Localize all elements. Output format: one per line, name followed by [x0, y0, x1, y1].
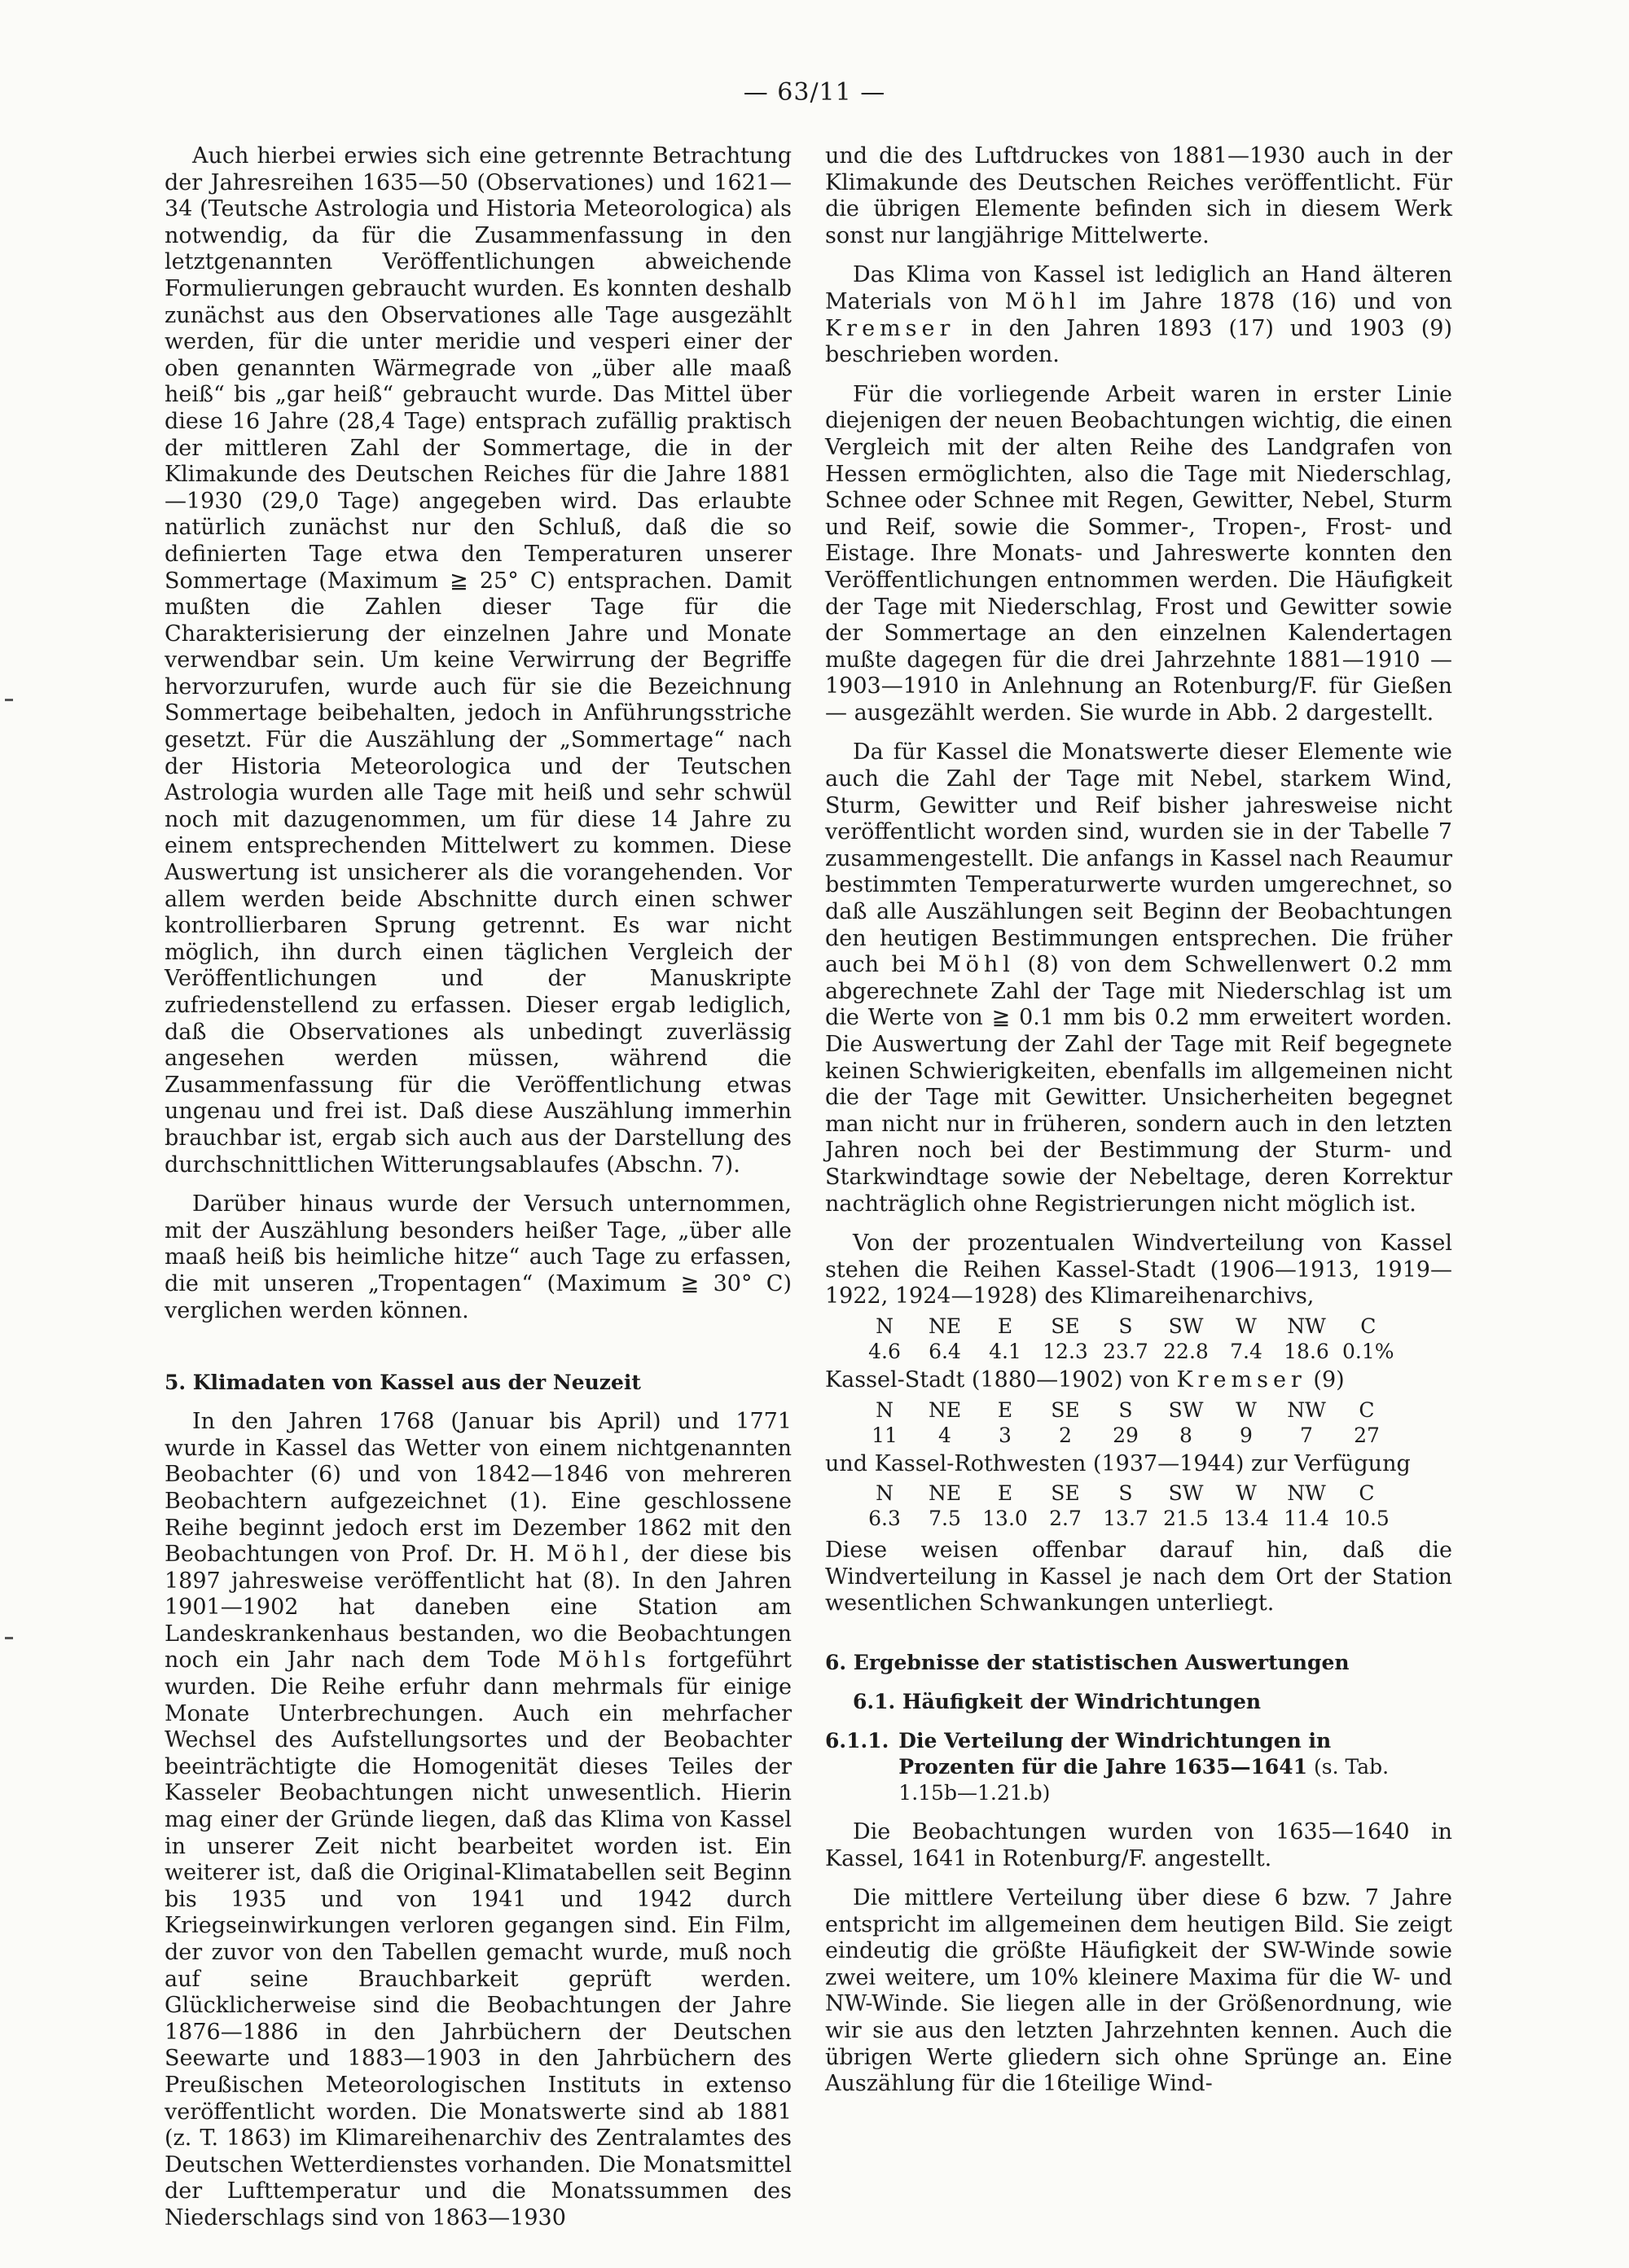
wind-value: 6.3: [868, 1507, 901, 1531]
direction-label: C: [1359, 1481, 1375, 1506]
direction-label: S: [1118, 1397, 1133, 1422]
table-reference: (s. Tab. 1.15b—1.21.b): [898, 1754, 1390, 1805]
section-number: 6.1.1.: [825, 1728, 889, 1753]
wind-value: 13.7: [1103, 1507, 1148, 1531]
direction-label: NE: [928, 1314, 962, 1338]
wind-value: 12.3: [1043, 1339, 1088, 1363]
direction-label: NE: [928, 1397, 962, 1422]
section-heading: 5. Klimadaten von Kassel aus der Neuzeit: [165, 1371, 641, 1395]
wind-value: 21.5: [1163, 1507, 1209, 1531]
paragraph: Die mittlere Verteilung über diese 6 bzw. 7 Jahre entspricht im allgemeinen dem heutigen Bild. Sie zeigt eindeutig die größte Häufigkeit der SW-Winde sowie zwei weitere, um 10% kleinere Maxima für die W- und NW-Winde. Sie liegen alle in der Größenordnung, wie wir sie aus den letzten Jahrzehnten kennen. Auch die übrigen Werte gliedern sich ohne Sprünge an. Eine Auszählung für die 16teilige Wind-: [825, 1885, 1452, 2097]
direction-label: C: [1359, 1397, 1375, 1422]
wind-value: 4.6: [868, 1339, 901, 1363]
paragraph: Die Beobachtungen wurden von 1635—1640 in Kassel, 1641 in Rotenburg/F. angestellt.: [825, 1818, 1452, 1871]
wind-table-kassel-stadt-archive: [854, 1314, 1400, 1364]
direction-label: SE: [1051, 1397, 1080, 1422]
wind-value: 13.4: [1223, 1507, 1269, 1531]
wind-value: 13.0: [982, 1507, 1028, 1531]
author-name: Möhl: [938, 952, 1015, 978]
direction-label: S: [1118, 1314, 1133, 1338]
paragraph: Das Klima von Kassel ist lediglich an Hand älteren Materials von Möhl im Jahre 1878 (16) und von Kremser in den Jahren 1893 (17) und 1903 (9) beschrieben worden.: [825, 262, 1453, 368]
paragraph: und die des Luftdruckes von 1881—1930 auch in der Klimakunde des Deutschen Reiches veröffentlicht. Für die übrigen Elemente befinden sich in diesem Werk sonst nur langjährige Mittelwerte.: [825, 143, 1452, 248]
author-name: Möhl: [1004, 288, 1082, 314]
wind-intro: und Kassel-Rothwesten (1937—1944) zur Verfügung: [825, 1450, 1411, 1476]
wind-value: 23.7: [1103, 1339, 1148, 1363]
subsection-heading: 6.1. Häufigkeit der Windrichtungen: [853, 1689, 1262, 1713]
wind-intro: Kassel-Stadt (1880—1902) von Kremser (9): [825, 1367, 1345, 1393]
wind-value: 7.5: [929, 1507, 961, 1531]
direction-label: NW: [1287, 1314, 1326, 1338]
left-column: [165, 143, 792, 2245]
direction-label: SW: [1168, 1397, 1204, 1422]
author-name: Möhl: [546, 1542, 623, 1568]
wind-value: 11.4: [1284, 1507, 1329, 1531]
paragraph: Da für Kassel die Monatswerte dieser Elemente wie auch die Zahl der Tage mit Nebel, starkem Wind, Sturm, Gewitter und Reif bisher jahresweise nicht veröffentlicht worden sind, wurden sie in der Tabelle 7 zusammengestellt. Die anfangs in Kassel nach Reaumur bestimmten Temperaturwerte wurden umgerechnet, so daß alle Auszählungen seit Beginn der Beobachtungen den heutigen Bestimmungen entsprechen. Die früher auch bei Möhl (8) von dem Schwellenwert 0.2 mm abgerechnete Zahl der Tage mit Niederschlag ist um die Werte von ≧ 0.1 mm bis 0.2 mm erweitert worden. Die Auswertung der Zahl der Tage mit Reif begegnete keinen Schwierigkeiten, ebenfalls im allgemeinen nicht die der Tage mit Gewitter. Unsicherheiten begegnet man nicht nur in früheren, sondern auch in den letzten Jahren noch bei der Bestimmung der Sturm- und Starkwindtage sowie der Nebeltage, deren Korrektur nachträglich ohne Registrierungen nicht möglich ist.: [825, 739, 1453, 1217]
direction-label: SE: [1051, 1481, 1080, 1506]
wind-value: 0.1%: [1342, 1339, 1394, 1363]
scan-mark: [5, 699, 13, 701]
section-heading: 6. Ergebnisse der statistischen Auswertungen: [825, 1650, 1350, 1674]
direction-label: NW: [1287, 1397, 1326, 1422]
wind-value: 8: [1179, 1423, 1192, 1447]
wind-value: 10.5: [1344, 1507, 1390, 1531]
wind-value: 18.6: [1284, 1339, 1329, 1363]
wind-value: 29: [1113, 1423, 1139, 1447]
wind-value: 7: [1300, 1423, 1313, 1447]
scan-mark: [5, 1637, 13, 1639]
direction-label: SE: [1051, 1314, 1080, 1338]
paragraph: Darüber hinaus wurde der Versuch unternommen, mit der Auszählung besonders heißer Tage, „über alle maaß heiß bis heimliche hitze“ auch Tage zu erfassen, die mit unseren „Tropentagen“ (Maximum ≧ 30° C) verglichen werden können.: [165, 1191, 792, 1323]
paragraph: Auch hierbei erwies sich eine getrennte Betrachtung der Jahresreihen 1635—50 (Observationes) und 1621—34 (Teutsche Astrologia und Historia Meteorologica) als notwendig, da für die Zusammenfassung in den letztgenannten Veröffentlichungen abweichende Formulierungen gebraucht wurden. Es konnten deshalb zunächst aus den Observationes alle Tage ausgezählt werden, für die unter meridie und vesperi einer der oben genannten Wärmegrade von „über alle maaß heiß“ bis „gar heiß“ gebraucht wurde. Das Mittel über diese 16 Jahre (28,4 Tage) entsprach zufällig praktisch der mittleren Zahl der Sommertage, die in der Klimakunde des Deutschen Reiches für die Jahre 1881—1930 (29,0 Tage) angegeben wird. Das erlaubte natürlich zunächst nur den Schluß, daß die so definierten Tage etwa den Temperaturen unserer Sommertage (Maximum ≧ 25° C) entsprachen. Damit mußten die Zahlen dieser Tage für die Charakterisierung der einzelnen Jahre und Monate verwendbar sein. Um keine Verwirrung der Begriffe hervorzurufen, wurde auch für sie die Bezeichnung Sommertage beibehalten, jedoch in Anführungsstriche gesetzt. Für die Auszählung der „Sommertage“ nach der Historia Meteorologica und der Teutschen Astrologia wurden alle Tage mit heiß und sehr schwül noch mit dazugenommen, um für diese 14 Jahre zu einem entsprechenden Mittelwert zu kommen. Diese Auswertung ist unsicherer als die vorangehenden. Vor allem werden beide Abschnitte durch einen schwer kontrollierbaren Sprung getrennt. Es war nicht möglich, ihn durch einen täglichen Vergleich der Veröffentlichungen und der Manuskripte zufriedenstellend zu erfassen. Dieser ergab lediglich, daß die Observationes als unbedingt zuverlässig angesehen werden müssen, während die Zusammenfassung für die Veröffentlichung etwas ungenau und frei ist. Daß diese Auszählung immerhin brauchbar ist, ergab sich auch aus der Darstellung des durchschnittlichen Witterungsablaufes (Abschn. 7).: [165, 143, 792, 1178]
direction-label: C: [1360, 1314, 1377, 1338]
wind-intro: Von der prozentualen Windverteilung von Kassel stehen die Reihen Kassel-Stadt (1906—1913, 1919—1922, 1924—1928) des Klimareihenarchivs,: [825, 1231, 1452, 1309]
wind-value: 11: [872, 1423, 898, 1447]
author-name: Kremser: [825, 315, 955, 341]
direction-label: E: [997, 1397, 1013, 1422]
wind-value: 7.4: [1230, 1339, 1262, 1363]
right-column: [825, 143, 1452, 2111]
wind-value: 4.1: [989, 1339, 1021, 1363]
wind-value: 27: [1354, 1423, 1380, 1447]
paragraph: Für die vorliegende Arbeit waren in erster Linie diejenigen der neuen Beobachtungen wichtig, die einen Vergleich mit der alten Reihe des Landgrafen von Hessen ermöglichten, also die Tage mit Niederschlag, Schnee oder Schnee mit Regen, Gewitter, Nebel, Sturm und Reif, sowie die Sommer-, Tropen-, Frost- und Eistage. Ihre Monats- und Jahreswerte konnten den Veröffentlichungen entnommen werden. Die Häufigkeit der Tage mit Niederschlag, Frost und Gewitter sowie der Sommertage an den einzelnen Kalendertagen mußte dagegen für die drei Jahrzehnte 1881—1910 — 1903—1910 in Anlehnung an Rotenburg/F. für Gießen — ausgezählt werden. Sie wurde in Abb. 2 dargestellt.: [825, 381, 1452, 726]
section-title: Die Verteilung der Windrichtungen in Prozenten für die Jahre 1635—1641 (s. Tab. 1.15b—1.21.b): [898, 1728, 1390, 1805]
wind-value: 4: [938, 1423, 951, 1447]
direction-label: N: [876, 1481, 894, 1506]
author-name: Kremser: [1176, 1367, 1306, 1393]
direction-label: W: [1236, 1314, 1257, 1338]
wind-value: 9: [1240, 1423, 1253, 1447]
direction-label: SW: [1168, 1481, 1204, 1506]
paragraph: Diese weisen offenbar darauf hin, daß die Windverteilung in Kassel je nach dem Ort der Station wesentlichen Schwankungen unterliegt.: [825, 1538, 1452, 1617]
paragraph: In den Jahren 1768 (Januar bis April) und 1771 wurde in Kassel das Wetter von einem nichtgenannten Beobachter (6) und von 1842—1846 von mehreren Beobachtern aufgezeichnet (1). Eine geschlossene Reihe beginnt jedoch erst im Dezember 1862 mit den Beobachtungen von Prof. Dr. H. Möhl, der diese bis 1897 jahresweise veröffentlicht hat (8). In den Jahren 1901—1902 hat daneben eine Station am Landeskrankenhaus bestanden, wo die Beobachtungen noch ein Jahr nach dem Tode Möhls fortgeführt wurden. Die Reihe erfuhr dann mehrmals für einige Monate Unterbrechungen. Auch ein mehrfacher Wechsel des Aufstellungsortes und der Beobachter beeinträchtigte die Homogenität dieses Teiles der Kasseler Beobachtungen nicht unwesentlich. Hierin mag einer der Gründe liegen, daß das Klima von Kassel in unserer Zeit nicht bearbeitet worden ist. Ein weiterer ist, daß die Original-Klimatabellen seit Beginn bis 1935 und von 1941 und 1942 durch Kriegseinwirkungen verloren gegangen sind. Ein Film, der zuvor von den Tabellen gemacht wurde, muß noch auf seine Brauchbarkeit geprüft werden. Glücklicherweise sind die Beobachtungen der Jahre 1876—1886 in den Jahrbüchern der Deutschen Seewarte und 1883—1903 in den Jahrbüchern des Preußischen Meteorologischen Instituts in extenso veröffentlicht worden. Die Monatswerte sind ab 1881 (z. T. 1863) im Klimareihenarchiv des Zentralamtes des Deutschen Wetterdienstes vorhanden. Die Monatsmittel der Lufttemperatur und die Monatssummen des Niederschlags sind von 1863—1930: [165, 1409, 792, 2231]
direction-label: E: [997, 1481, 1013, 1506]
page-number: — 63/11 —: [743, 78, 886, 107]
wind-value: 2.7: [1049, 1507, 1082, 1531]
direction-label: N: [876, 1314, 894, 1338]
direction-label: SW: [1168, 1314, 1204, 1338]
direction-label: NE: [928, 1481, 962, 1506]
wind-table-kassel-rothwesten: [854, 1481, 1397, 1531]
direction-label: S: [1118, 1481, 1133, 1506]
direction-label: E: [997, 1314, 1013, 1338]
direction-label: N: [876, 1397, 894, 1422]
wind-table-kassel-stadt-kremser: [854, 1397, 1397, 1448]
wind-value: 2: [1059, 1423, 1072, 1447]
author-name: Möhls: [558, 1647, 651, 1674]
direction-label: NW: [1287, 1481, 1326, 1506]
direction-label: W: [1236, 1397, 1257, 1422]
wind-value: 3: [999, 1423, 1012, 1447]
direction-label: W: [1236, 1481, 1257, 1506]
subsubsection-heading: [825, 1728, 1452, 1806]
wind-value: 6.4: [929, 1339, 961, 1363]
wind-value: 22.8: [1163, 1339, 1209, 1363]
